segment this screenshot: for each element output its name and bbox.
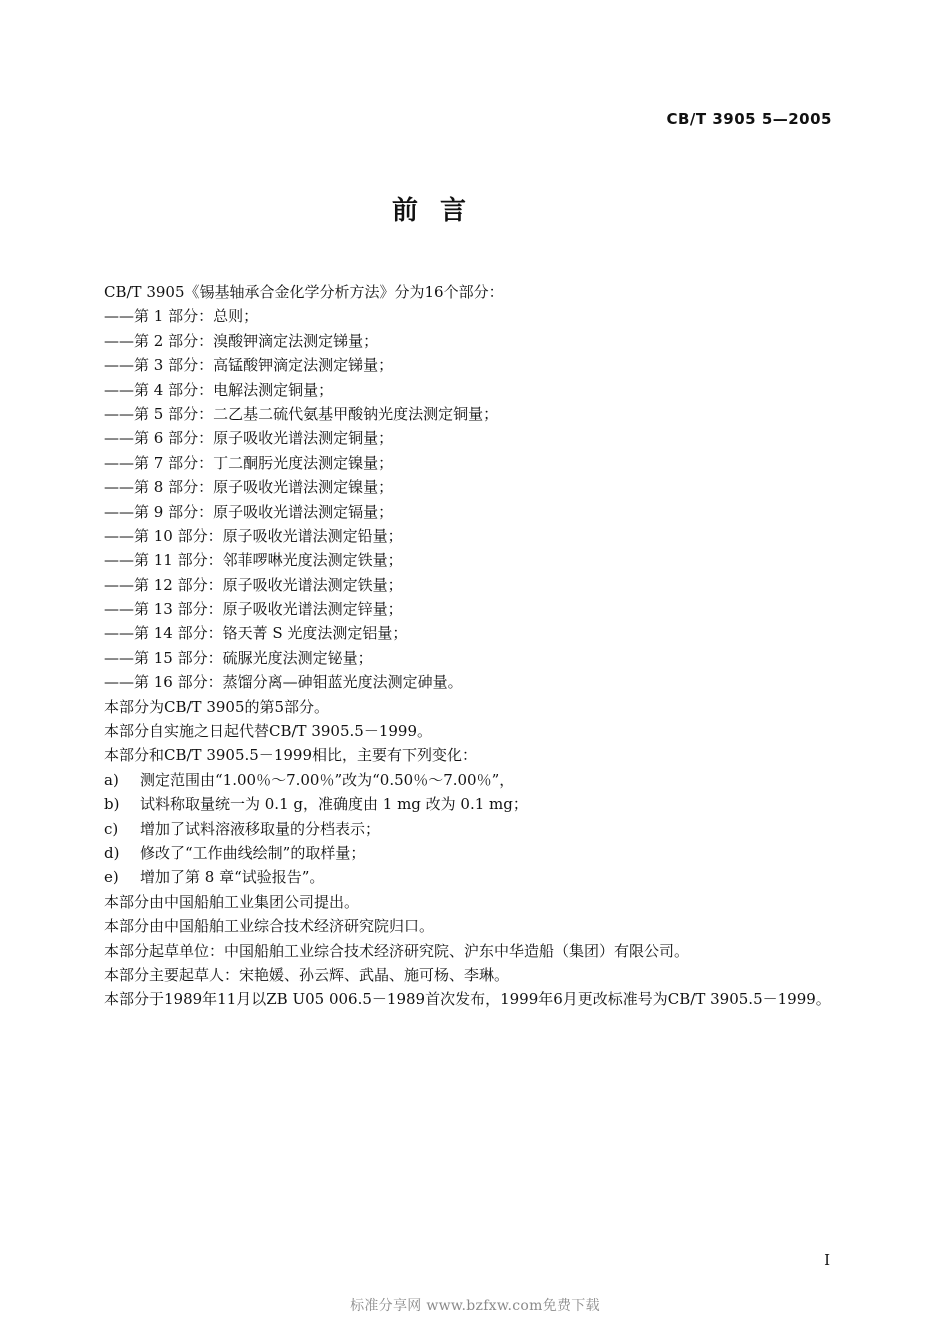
page-title: 前言: [391, 196, 488, 226]
change-text: 增加了第 8 章“试验报告”。: [140, 868, 325, 887]
footer-watermark: 标准分享网 www.bzfxw.com免费下载: [350, 1298, 600, 1314]
statement-replaces: 本部分自实施之日起代替CB/T 3905.5－1999。: [104, 722, 432, 741]
change-marker: d): [104, 843, 120, 862]
part-item: ——第 8 部分：原子吸收光谱法测定镍量；: [104, 478, 394, 497]
part-item: ——第 6 部分：原子吸收光谱法测定铜量；: [104, 429, 394, 448]
statement-managed-by: 本部分由中国船舶工业综合技术经济研究院归口。: [104, 917, 435, 936]
part-item: ——第 13 部分：原子吸收光谱法测定锌量；: [104, 600, 403, 619]
document-code: CB/T 3905 5—2005: [666, 110, 832, 128]
statement-changes-intro: 本部分和CB/T 3905.5－1999相比，主要有下列变化：: [104, 746, 477, 765]
statement-proposed-by: 本部分由中国船舶工业集团公司提出。: [104, 892, 360, 911]
part-item: ——第 5 部分：二乙基二硫代氨基甲酸钠光度法测定铜量；: [104, 404, 499, 423]
part-item: ——第 14 部分：铬天菁 S 光度法测定铝量；: [104, 624, 408, 643]
part-item: ——第 9 部分：原子吸收光谱法测定镉量；: [104, 502, 394, 521]
part-item: ——第 7 部分：丁二酮肟光度法测定镍量；: [104, 453, 394, 472]
change-text: 修改了“工作曲线绘制”的取样量；: [140, 843, 366, 862]
part-item: ——第 11 部分：邻菲啰啉光度法测定铁量；: [104, 551, 403, 570]
change-item: [104, 792, 864, 816]
statement-history: 本部分于1989年11月以ZB U05 006.5－1989首次发布，1999年6月更改标准号为CB/T 3905.5－1999。: [104, 990, 831, 1009]
statement-drafters: 本部分主要起草人：宋艳媛、孙云辉、武晶、施可杨、李琳。: [104, 965, 510, 984]
changes-list: [104, 768, 864, 890]
part-item: ——第 3 部分：高锰酸钾滴定法测定锑量；: [104, 356, 394, 375]
part-item: ——第 12 部分：原子吸收光谱法测定铁量；: [104, 575, 403, 594]
part-item: ——第 16 部分：蒸馏分离—砷钼蓝光度法测定砷量。: [104, 673, 463, 692]
part-item: ——第 1 部分：总则；: [104, 307, 259, 326]
part-item: ——第 15 部分：硫脲光度法测定铋量；: [104, 648, 373, 667]
change-item: [104, 841, 864, 865]
statement-drafting-units: 本部分起草单位：中国船舶工业综合技术经济研究院、沪东中华造船（集团）有限公司。: [104, 941, 690, 960]
change-marker: a): [104, 770, 119, 789]
intro-paragraph: CB/T 3905《锡基轴承合金化学分析方法》分为16个部分：: [104, 283, 504, 301]
part-item: ——第 10 部分：原子吸收光谱法测定铅量；: [104, 526, 403, 545]
part-item: ——第 4 部分：电解法测定铜量；: [104, 380, 334, 399]
document-body: [104, 280, 864, 1012]
change-text: 试料称取量统一为 0.1 g，准确度由 1 mg 改为 0.1 mg；: [140, 795, 528, 814]
page-number: I: [824, 1251, 830, 1269]
parts-list: [104, 304, 864, 694]
change-text: 增加了试料溶液移取量的分档表示；: [140, 819, 381, 838]
part-item: ——第 2 部分：溴酸钾滴定法测定锑量；: [104, 331, 379, 350]
change-marker: b): [104, 795, 120, 814]
change-item: [104, 768, 864, 792]
change-marker: c): [104, 819, 119, 838]
statement-part-number: 本部分为CB/T 3905的第5部分。: [104, 697, 330, 716]
change-marker: e): [104, 868, 119, 887]
change-item: [104, 865, 864, 889]
change-text: 测定范围由“1.00％～7.00％”改为“0.50％～7.00％”，: [140, 770, 515, 789]
change-item: [104, 817, 864, 841]
